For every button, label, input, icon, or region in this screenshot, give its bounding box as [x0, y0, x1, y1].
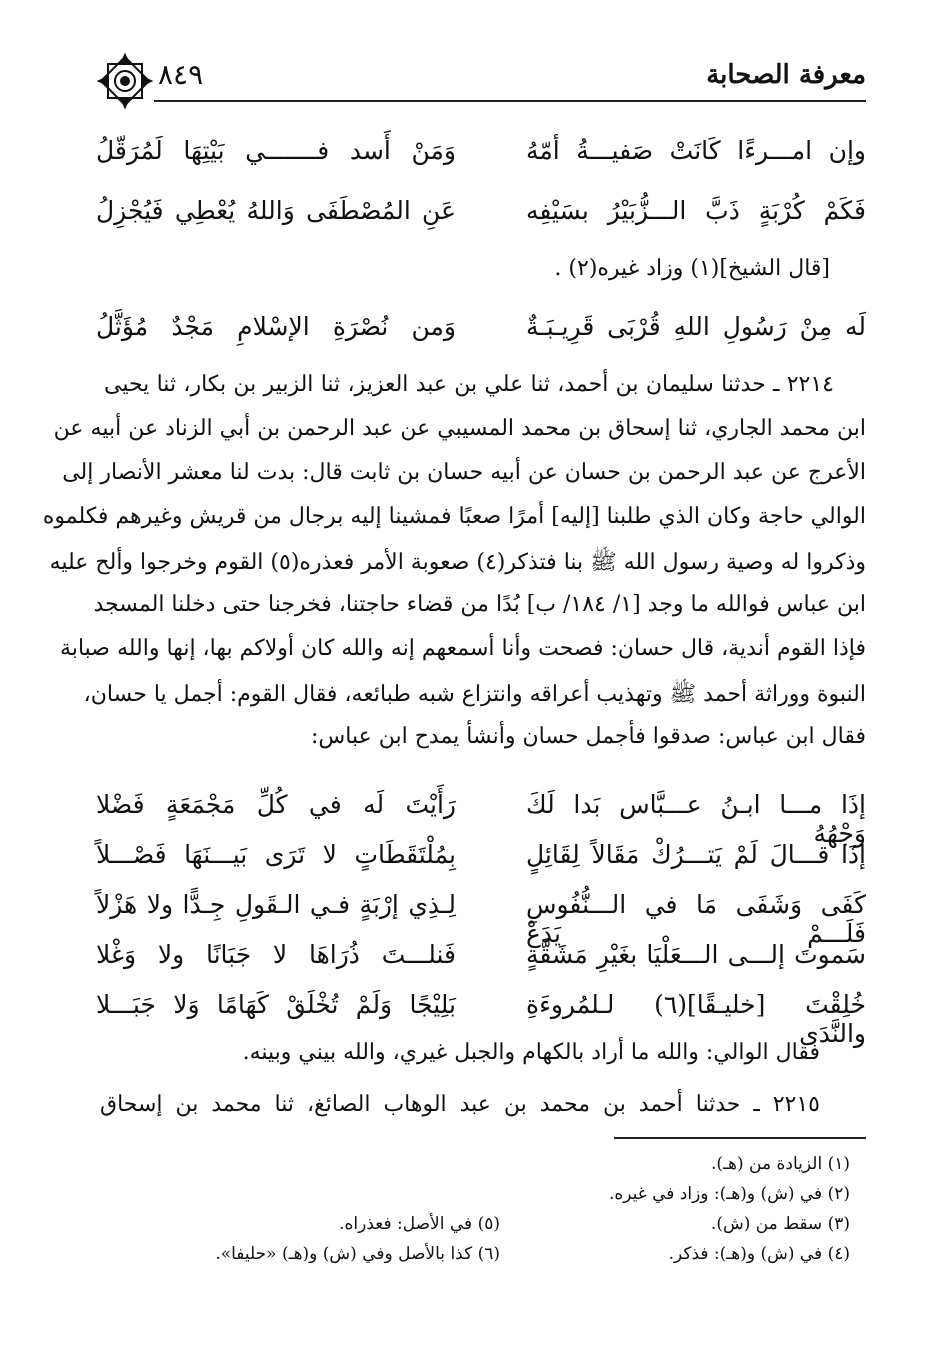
- verse-first-hemistich: فَكَمْ كُرْبَةٍ ذَبَّ الـــزُّبَيْرُ بسَيْفِه: [526, 196, 866, 225]
- verse-second-hemistich: رَأَيْتَ لَه في كُلِّ مَجْمَعَةٍ فَضْلا: [96, 790, 456, 819]
- verse-second-hemistich: وَمن نُصْرَةِ الإسْلامِ مَجْدٌ مُؤَثَّلُ: [96, 312, 456, 341]
- verse-first-hemistich: وإن امـــرءًا كَانَتْ صَفيـــةُ أمّهُ: [526, 136, 866, 165]
- verse-line: [96, 790, 866, 848]
- verse-second-hemistich: فَنلـــتَ ذُرَاهَا لا جَبَانًا ولا وَغْلا: [96, 940, 456, 969]
- verse-first-hemistich: إذَا قـــالَ لَمْ يَتـــرُكْ مَقَالاً لِقَائِلٍ: [526, 840, 866, 869]
- hadith-2214-line: الوالي حاجة وكان الذي طلبنا [إليه] أمرًا صعبًا فمشينا إليه برجال من قريش وغيرهم فكلموه: [42, 504, 866, 529]
- header-divider: [154, 100, 866, 102]
- footnote: (٤) في (ش) و(هـ): فذكر.: [668, 1244, 850, 1264]
- verse-first-hemistich: خُلِقْتَ [خليـقًا](٦) لـلمُروءَةِ والنَّدَى: [526, 990, 866, 1048]
- footnote: (٢) في (ش) و(هـ): وزاد في غيره.: [608, 1184, 850, 1204]
- verse-line: [96, 940, 866, 988]
- verse-line: [96, 312, 866, 360]
- narration-line: فقال الوالي: والله ما أراد بالكهام والجبل غيري، والله بيني وبينه.: [242, 1040, 820, 1065]
- verse-line: [96, 990, 866, 1048]
- footnote: (٦) كذا بالأصل وفي (ش) و(هـ) «حليفا».: [215, 1244, 500, 1264]
- eight-point-star-ornament-icon: [96, 52, 154, 110]
- hadith-2214-line: وذكروا له وصية رسول الله ﷺ بنا فتذكر(٤) صعوبة الأمر فعذره(٥) القوم وخرجوا وألح عليه: [49, 550, 866, 575]
- hadith-2214-line: ابن عباس فوالله ما وجد [١/ ١٨٤/ ب] بُدًا من قضاء حاجتنا، فخرجنا حتى دخلنا المسجد: [93, 592, 866, 617]
- verse-second-hemistich: بِمُلْتَقَطَاتٍ لا تَرَى بَيـــنَهَا فَصْـــلاً: [96, 840, 456, 869]
- footnote-divider: [614, 1137, 866, 1139]
- verse-first-hemistich: كَفَى وَشَفَى مَا في الـــنُّفُوسِ فَلَـــمْ يَدَعْ: [526, 890, 866, 948]
- verse-line: [96, 196, 866, 244]
- footnote: (٥) في الأصل: فعذراه.: [339, 1214, 500, 1234]
- hadith-2214-line: الأعرج عن عبد الرحمن بن حسان عن أبيه حسان بن ثابت قال: بدت لنا معشر الأنصار إلى: [62, 460, 866, 485]
- verse-first-hemistich: إذَا مـــا ابـنُ عـــبَّاس بَدا لَكَ وَجْهُهُ: [526, 790, 866, 848]
- hadith-2214-line: ابن محمد الجاري، ثنا إسحاق بن محمد المسيبي عن عبد الرحمن بن أبي الزناد عن أبيه عن: [53, 416, 866, 441]
- page-number: ٨٤٩: [158, 58, 204, 91]
- hadith-2214-line: النبوة ووراثة أحمد ﷺ وتهذيب أعراقه وانتزاع شبه طبائعه، فقال القوم: أجمل يا حسان،: [83, 682, 866, 707]
- hadith-2214-line: فإذا القوم أندية، قال حسان: فصحت وأنا أسمعهم إنه والله كان أولاكم بها، إنها والله صبابة: [60, 636, 866, 661]
- verse-second-hemistich: لِـذِي إرْبَةٍ فـي الـقَولِ جِـدًّا ولا هَزْلاً: [96, 890, 456, 919]
- verse-line: [96, 136, 866, 184]
- hadith-2215-line: ٢٢١٥ ـ حدثنا أحمد بن محمد بن عبد الوهاب الصائغ، ثنا محمد بن إسحاق: [100, 1092, 820, 1117]
- running-title: معرفة الصحابة: [706, 60, 866, 90]
- verse-second-hemistich: عَنِ المُصْطَفَى وَاللهُ يُعْطِي فَيُجْزِلُ: [96, 196, 456, 225]
- hadith-2214-line: ٢٢١٤ ـ حدثنا سليمان بن أحمد، ثنا علي بن عبد العزيز، ثنا الزبير بن بكار، ثنا يحيى: [104, 372, 834, 397]
- page-header: [96, 52, 866, 102]
- footnote: (١) الزيادة من (هـ).: [711, 1154, 850, 1174]
- verse-first-hemistich: سَموتَ إلـــى الـــعَلْيَا بغَيْرِ مَشَقَّةٍ: [526, 940, 866, 969]
- verse-line: [96, 840, 866, 888]
- verse-second-hemistich: بَلِيْجًا وَلَمْ تُخْلَقْ كَهَامًا وَلا جَبَـــلا: [96, 990, 456, 1019]
- verse-second-hemistich: وَمَنْ أَسد فـــــــي بَيْتِهَا لَمُرَقّلُ: [96, 136, 456, 165]
- footnote: (٣) سقط من (ش).: [710, 1214, 850, 1234]
- verse-line: [96, 890, 866, 948]
- verse-first-hemistich: لَه مِنْ رَسُولِ اللهِ قُرْبَى قَرِيـبَـةٌ: [526, 312, 866, 341]
- bracket-line: [قال الشيخ](١) وزاد غيره(٢) .: [554, 256, 830, 281]
- hadith-2214-line: فقال ابن عباس: صدقوا فأجمل حسان وأنشأ يمدح ابن عباس:: [311, 724, 866, 749]
